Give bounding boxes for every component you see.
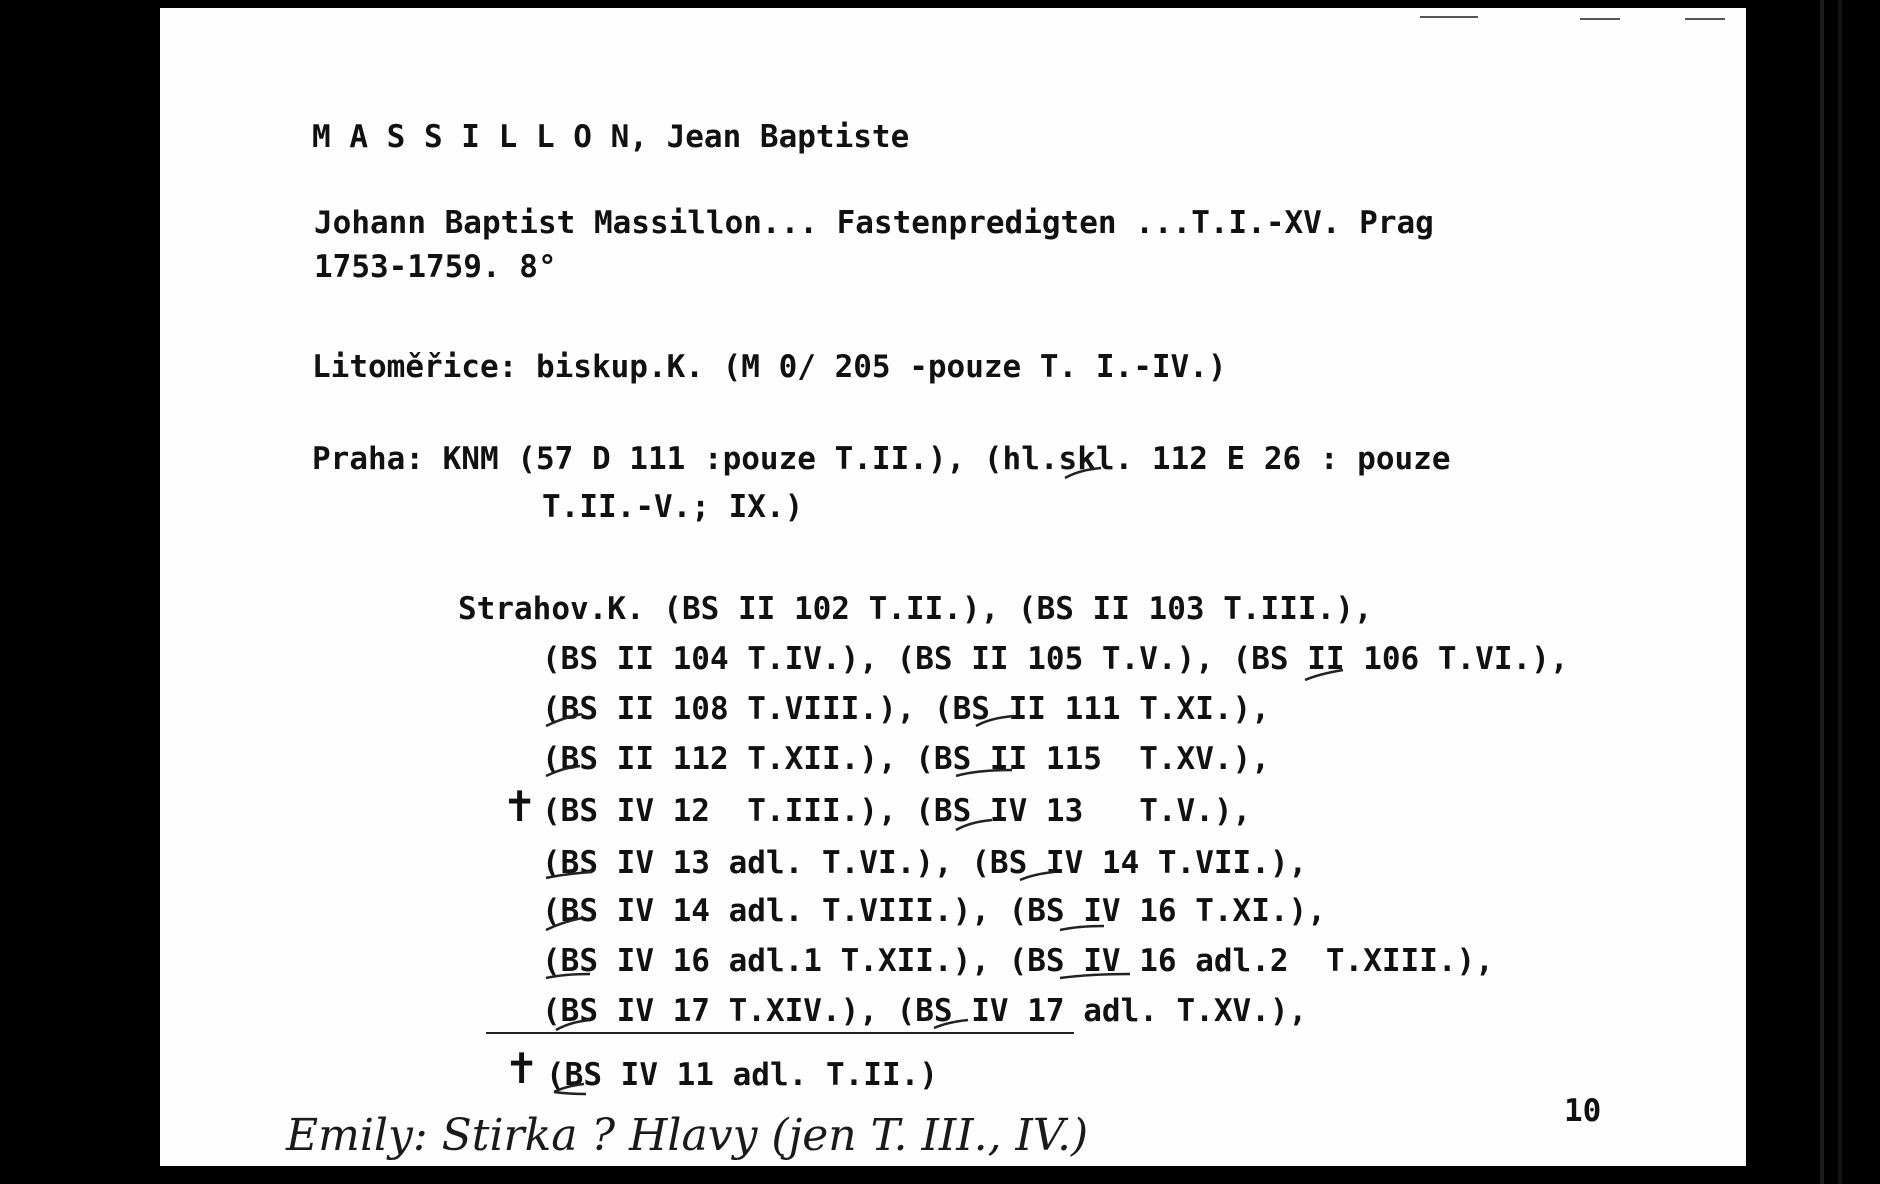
title-line-2: 1753-1759. 8°: [314, 249, 557, 285]
catalog-card: [160, 8, 1746, 1166]
holding-litomerice: Litoměřice: biskup.K. (M 0/ 205 -pouze T. I.-IV.): [312, 349, 1227, 385]
strahov-line: (BS II 104 T.IV.), (BS II 105 T.V.), (BS II 106 T.VI.),: [542, 641, 1569, 677]
strahov-line: (BS II 112 T.XII.), (BS II 115 T.XV.),: [542, 741, 1270, 777]
strahov-line: (BS IV 12 T.III.), (BS IV 13 T.V.),: [542, 793, 1252, 829]
top-dash-mark-3: [1685, 18, 1725, 20]
strahov-line: (BS IV 16 adl.1 T.XII.), (BS IV 16 adl.2 T.XIII.),: [542, 943, 1494, 979]
strahov-line: (BS IV 14 adl. T.VIII.), (BS IV 16 T.XI.),: [542, 893, 1326, 929]
top-dash-mark: [1420, 16, 1478, 18]
handwritten-note: Emily: Stirka ? Hlavy (jen T. III., IV.): [286, 1110, 1089, 1161]
title-line-1: Johann Baptist Massillon... Fastenpredigten ...T.I.-XV. Prag: [314, 205, 1434, 241]
right-film-edge-inner: [1838, 0, 1842, 1184]
cross-mark: ✝: [502, 782, 538, 831]
last-holding-line: (BS IV 11 adl. T.II.): [546, 1057, 938, 1093]
right-film-edge: [1820, 0, 1824, 1184]
separator-rule: [486, 1032, 1074, 1034]
author-heading: M A S S I L L O N, Jean Baptiste: [312, 119, 910, 155]
strahov-line: (BS II 108 T.VIII.), (BS II 111 T.XI.),: [542, 691, 1270, 727]
strahov-line: (BS IV 17 T.XIV.), (BS IV 17 adl. T.XV.),: [542, 993, 1308, 1029]
strahov-line: (BS IV 13 adl. T.VI.), (BS IV 14 T.VII.),: [542, 845, 1308, 881]
holding-praha-line-2: T.II.-V.; IX.): [542, 489, 804, 525]
card-number: 10: [1564, 1093, 1602, 1129]
cross-mark: ✝: [504, 1044, 540, 1093]
top-dash-mark-2: [1580, 18, 1620, 20]
holding-praha-line-1: Praha: KNM (57 D 111 :pouze T.II.), (hl.skl. 112 E 26 : pouze: [312, 441, 1451, 477]
strahov-line: Strahov.K. (BS II 102 T.II.), (BS II 103 T.III.),: [458, 591, 1373, 627]
